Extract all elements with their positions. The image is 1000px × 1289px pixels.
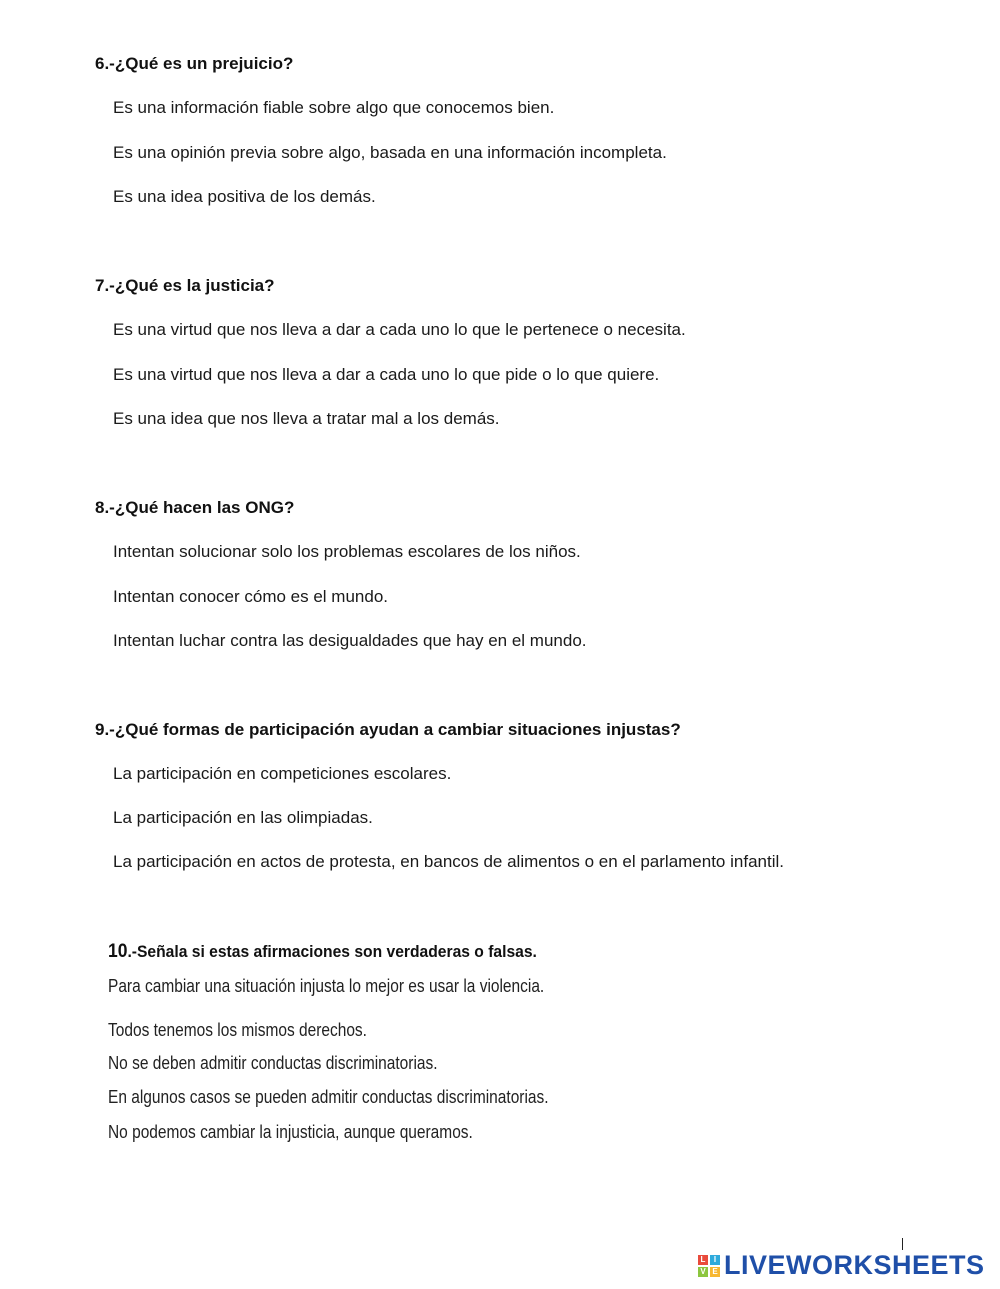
question-7-option-3[interactable]: Es una idea que nos lleva a tratar mal a los demás. (113, 409, 500, 428)
question-8-option-3[interactable]: Intentan luchar contra las desigualdades que hay en el mundo. (113, 631, 587, 650)
question-7-option-2[interactable]: Es una virtud que nos lleva a dar a cada uno lo que pide o lo que quiere. (113, 365, 660, 384)
tf-statement-5[interactable]: No podemos cambiar la injusticia, aunque queramos. (108, 1122, 473, 1142)
question-7-title: 7.-¿Qué es la justicia? (95, 276, 275, 295)
logo-cube-i: I (710, 1255, 720, 1265)
logo-cube-e: E (710, 1267, 720, 1277)
logo-cubes-icon (698, 1255, 720, 1277)
question-9-option-2[interactable]: La participación en las olimpiadas. (113, 808, 373, 827)
question-7-option-1[interactable]: Es una virtud que nos lleva a dar a cada uno lo que le pertenece o necesita. (113, 320, 686, 339)
question-10-number: 10 (108, 941, 128, 962)
question-6-option-2[interactable]: Es una opinión previa sobre algo, basada en una información incompleta. (113, 143, 667, 162)
question-6-option-1[interactable]: Es una información fiable sobre algo que conocemos bien. (113, 98, 555, 117)
question-10-title (108, 941, 537, 963)
footer-divider (902, 1238, 903, 1250)
question-8-option-2[interactable]: Intentan conocer cómo es el mundo. (113, 587, 388, 606)
question-6-title: 6.-¿Qué es un prejuicio? (95, 54, 294, 73)
question-8-title: 8.-¿Qué hacen las ONG? (95, 498, 295, 517)
tf-statement-4[interactable]: En algunos casos se pueden admitir conductas discriminatorias. (108, 1087, 549, 1107)
question-10-text: .-Señala si estas afirmaciones son verdaderas o falsas. (127, 942, 537, 961)
question-9-title: 9.-¿Qué formas de participación ayudan a cambiar situaciones injustas? (95, 720, 681, 739)
tf-statement-2[interactable]: Todos tenemos los mismos derechos. (108, 1020, 367, 1040)
question-8-option-1[interactable]: Intentan solucionar solo los problemas escolares de los niños. (113, 542, 581, 561)
logo-text: LIVEWORKSHEETS (724, 1250, 985, 1280)
logo-cube-v: V (698, 1267, 708, 1277)
tf-statement-3[interactable]: No se deben admitir conductas discriminatorias. (108, 1053, 438, 1073)
question-6-option-3[interactable]: Es una idea positiva de los demás. (113, 187, 376, 206)
question-9-option-3[interactable]: La participación en actos de protesta, en bancos de alimentos o en el parlamento infantil. (113, 852, 784, 871)
logo-cube-l: L (698, 1255, 708, 1265)
tf-statement-1[interactable]: Para cambiar una situación injusta lo mejor es usar la violencia. (108, 976, 545, 996)
question-9-option-1[interactable]: La participación en competiciones escolares. (113, 764, 452, 783)
liveworksheets-logo (698, 1250, 985, 1281)
